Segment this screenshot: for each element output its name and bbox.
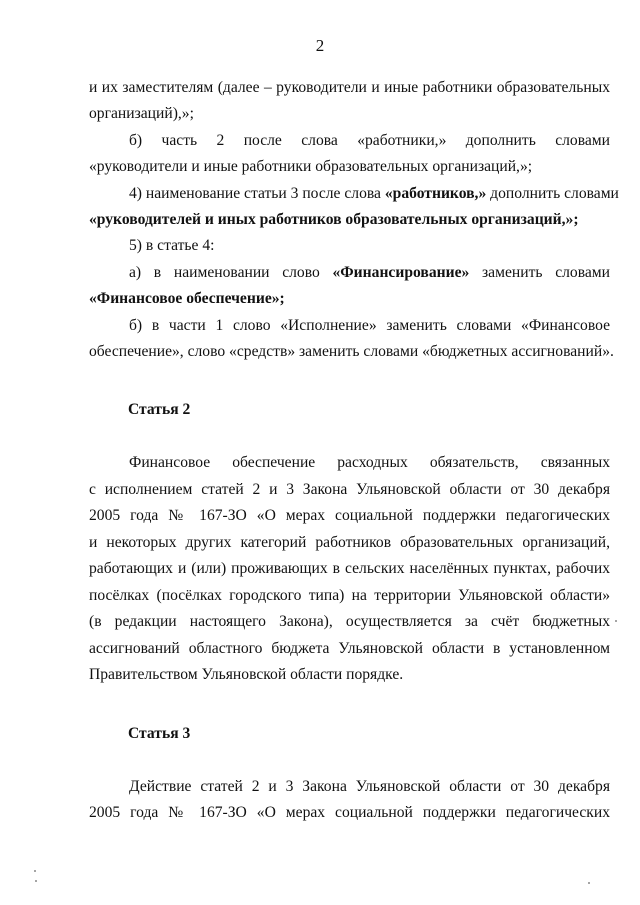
text-line: организаций),»; bbox=[89, 105, 194, 122]
text-line: с исполнением статей 2 и 3 Закона Ульяновской области от 30 декабря bbox=[89, 481, 610, 498]
text-line: Действие статей 2 и 3 Закона Ульяновской области от 30 декабря bbox=[129, 778, 610, 795]
text-line: 4) наименование статьи 3 после слова «работников,» дополнить словами bbox=[129, 185, 619, 202]
scan-speck bbox=[615, 620, 617, 622]
text-line: а) в наименовании слово «Финансирование» заменить словами bbox=[129, 264, 611, 281]
text-line: обеспечение», слово «средств» заменить словами «бюджетных ассигнований». bbox=[89, 343, 614, 360]
scan-speck bbox=[34, 870, 36, 872]
text-line: работающих и (или) проживающих в сельских населённых пунктах, рабочих bbox=[89, 560, 610, 577]
text-line: Финансовое обеспечение расходных обязательств, связанных bbox=[129, 454, 610, 471]
text-line: б) часть 2 после слова «работники,» дополнить словами bbox=[129, 132, 610, 149]
text-line: «руководители и иные работники образовательных организаций,»; bbox=[89, 158, 533, 175]
text-line: б) в части 1 слово «Исполнение» заменить словами «Финансовое bbox=[129, 317, 610, 334]
text-line: 5) в статье 4: bbox=[129, 237, 215, 254]
section-heading: Статья 2 bbox=[128, 401, 191, 418]
text-line: «руководителей и иных работников образовательных организаций,»; bbox=[89, 211, 579, 228]
text-line: (в редакции настоящего Закона), осуществляется за счёт бюджетных bbox=[89, 613, 610, 630]
text-line: «Финансовое обеспечение»; bbox=[89, 290, 285, 307]
text-line: ассигнований областного бюджета Ульяновской области в установленном bbox=[89, 640, 610, 657]
text-line: и некоторых других категорий работников образовательных организаций, bbox=[89, 534, 610, 551]
scan-speck bbox=[35, 880, 37, 882]
text-line: 2005 года № 167-ЗО «О мерах социальной поддержки педагогических bbox=[89, 507, 610, 524]
section-heading: Статья 3 bbox=[128, 725, 191, 742]
text-line: Правительством Ульяновской области порядке. bbox=[89, 666, 404, 683]
text-line: и их заместителям (далее – руководители и иные работники образовательных bbox=[89, 79, 610, 96]
text-line: посёлках (посёлках городского типа) на территории Ульяновской области» bbox=[89, 587, 610, 604]
text-line: 2005 года № 167-ЗО «О мерах социальной поддержки педагогических bbox=[89, 804, 610, 821]
page-number: 2 bbox=[315, 36, 325, 55]
scan-speck bbox=[588, 882, 590, 884]
